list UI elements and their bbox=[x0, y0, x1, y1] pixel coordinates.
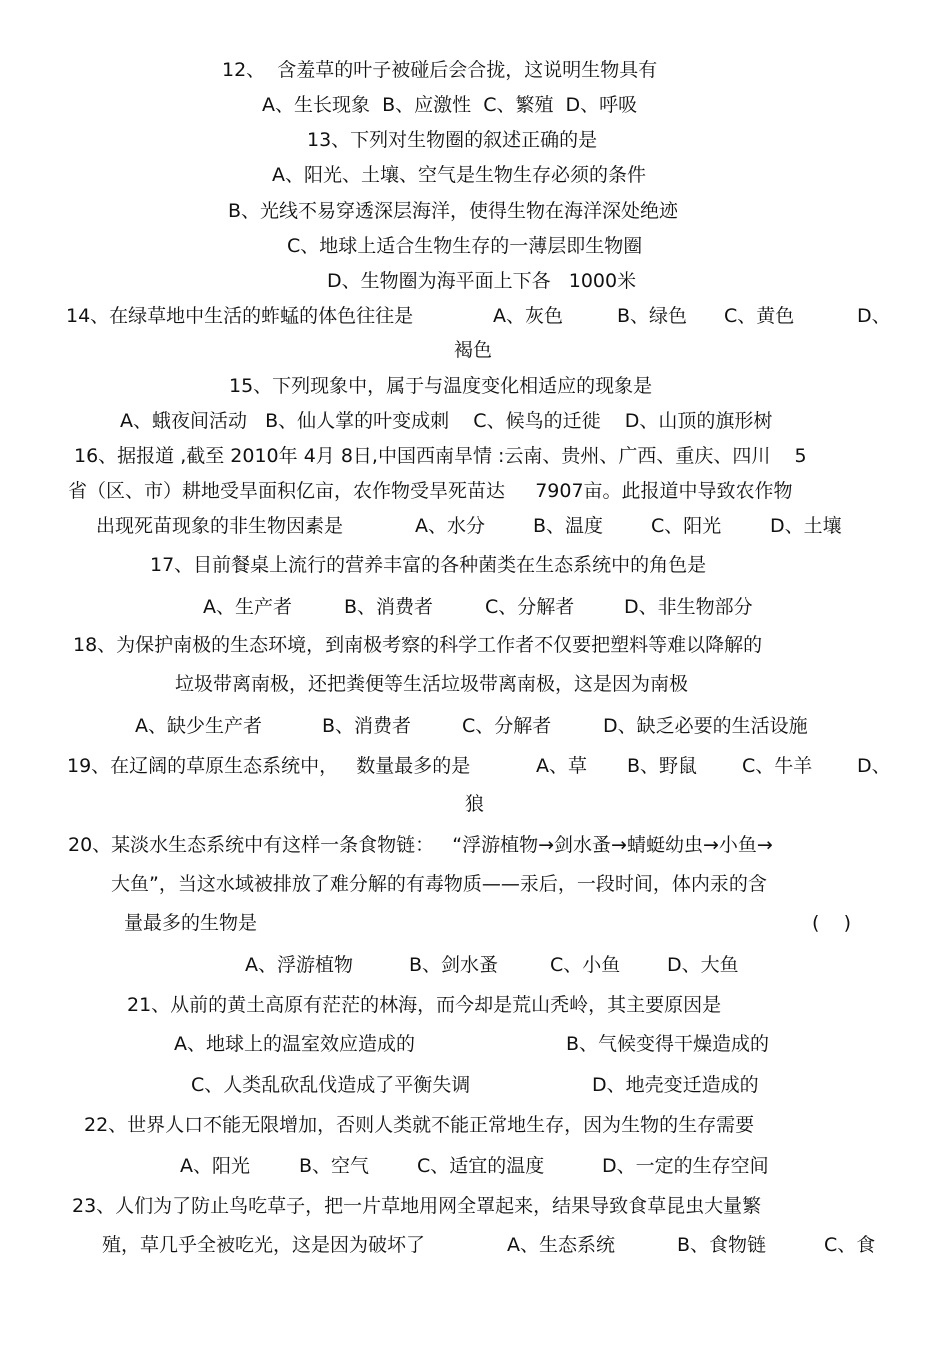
q22-option-d: D、一定的生存空间 bbox=[602, 1155, 769, 1177]
q20-line-1: 20、某淡水生态系统中有这样一条食物链： “浮游植物→剑水蚤→蜻蜓幼虫→小鱼→ bbox=[68, 834, 773, 856]
q18-line-1: 18、为保护南极的生态环境，到南极考察的科学工作者不仅要把塑料等难以降解的 bbox=[73, 634, 763, 656]
q19-option-d: D、 bbox=[857, 755, 891, 777]
q21-stem: 21、从前的黄土高原有茫茫的林海，而今却是荒山秃岭，其主要原因是 bbox=[127, 994, 722, 1016]
q23-option-b: B、食物链 bbox=[677, 1234, 767, 1256]
q15-options: A、蛾夜间活动 B、仙人掌的叶变成刺 C、候鸟的迁徙 D、山顶的旗形树 bbox=[120, 410, 773, 432]
q20-answer-blank: ( ) bbox=[812, 912, 851, 934]
q19-option-c: C、牛羊 bbox=[742, 755, 813, 777]
q19-stem: 19、在辽阔的草原生态系统中， 数量最多的是 bbox=[67, 755, 471, 777]
q23-option-c: C、食 bbox=[824, 1234, 876, 1256]
q12-stem: 12、 含羞草的叶子被碰后会合拢，这说明生物具有 bbox=[222, 59, 658, 81]
q14-stem: 14、在绿草地中生活的蚱蜢的体色往往是 bbox=[66, 305, 414, 327]
q18-line-2: 垃圾带离南极，还把粪便等生活垃圾带离南极，这是因为南极 bbox=[175, 673, 689, 695]
q17-option-b: B、消费者 bbox=[344, 596, 434, 618]
q23-line-2: 殖，草几乎全被吃光，这是因为破坏了 bbox=[102, 1234, 426, 1256]
q16-line-3: 出现死苗现象的非生物因素是 bbox=[96, 515, 344, 537]
q19-option-d-continued: 狼 bbox=[465, 793, 485, 815]
q18-option-d: D、缺乏必要的生活设施 bbox=[603, 715, 808, 737]
q21-option-a: A、地球上的温室效应造成的 bbox=[174, 1033, 415, 1055]
q20-line-3: 量最多的生物是 bbox=[124, 912, 258, 934]
q14-option-d: D、 bbox=[857, 305, 891, 327]
q14-option-c: C、黄色 bbox=[724, 305, 795, 327]
q14-option-b: B、绿色 bbox=[617, 305, 688, 327]
q18-option-a: A、缺少生产者 bbox=[135, 715, 262, 737]
q21-option-d: D、地壳变迁造成的 bbox=[592, 1074, 759, 1096]
q22-option-c: C、适宜的温度 bbox=[417, 1155, 545, 1177]
q17-option-a: A、生产者 bbox=[203, 596, 292, 618]
q13-option-b: B、光线不易穿透深层海洋，使得生物在海洋深处绝迹 bbox=[228, 200, 679, 222]
q13-stem: 13、下列对生物圈的叙述正确的是 bbox=[307, 129, 598, 151]
q20-option-c: C、小鱼 bbox=[550, 954, 621, 976]
q16-option-a: A、水分 bbox=[415, 515, 485, 537]
q16-line-1: 16、据报道 ,截至 2010年 4月 8日,中国西南旱情 :云南、贵州、广西、重庆、四川 5 bbox=[74, 445, 807, 467]
q22-stem: 22、世界人口不能无限增加，否则人类就不能正常地生存，因为生物的生存需要 bbox=[84, 1114, 755, 1136]
q20-option-b: B、剑水蚤 bbox=[409, 954, 499, 976]
q20-option-d: D、大鱼 bbox=[667, 954, 739, 976]
q22-option-a: A、阳光 bbox=[180, 1155, 250, 1177]
q12-options: A、生长现象 B、应激性 C、繁殖 D、呼吸 bbox=[262, 94, 638, 116]
q21-option-c: C、人类乱砍乱伐造成了平衡失调 bbox=[191, 1074, 471, 1096]
q22-option-b: B、空气 bbox=[299, 1155, 370, 1177]
q20-option-a: A、浮游植物 bbox=[245, 954, 353, 976]
q17-stem: 17、目前餐桌上流行的营养丰富的各种菌类在生态系统中的角色是 bbox=[150, 554, 707, 576]
q17-option-c: C、分解者 bbox=[485, 596, 575, 618]
q18-option-b: B、消费者 bbox=[322, 715, 412, 737]
q15-stem: 15、下列现象中，属于与温度变化相适应的现象是 bbox=[229, 375, 653, 397]
q19-option-a: A、草 bbox=[536, 755, 587, 777]
q16-line-2: 省（区、市）耕地受旱面积亿亩，农作物受旱死苗达 7907亩。此报道中导致农作物 bbox=[68, 480, 793, 502]
q16-option-b: B、温度 bbox=[533, 515, 604, 537]
q20-line-2: 大鱼”，当这水域被排放了难分解的有毒物质——汞后，一段时间，体内汞的含 bbox=[111, 873, 767, 895]
q17-option-d: D、非生物部分 bbox=[624, 596, 753, 618]
q14-option-a: A、灰色 bbox=[493, 305, 563, 327]
q13-option-a: A、阳光、土壤、空气是生物生存必须的条件 bbox=[272, 164, 646, 186]
q18-option-c: C、分解者 bbox=[462, 715, 552, 737]
q23-option-a: A、生态系统 bbox=[507, 1234, 615, 1256]
q13-option-c: C、地球上适合生物生存的一薄层即生物圈 bbox=[287, 235, 643, 257]
q21-option-b: B、气候变得干燥造成的 bbox=[566, 1033, 770, 1055]
q19-option-b: B、野鼠 bbox=[627, 755, 698, 777]
q16-option-d: D、土壤 bbox=[770, 515, 842, 537]
q13-option-d: D、生物圈为海平面上下各 1000米 bbox=[327, 270, 637, 292]
q14-option-d-continued: 褐色 bbox=[454, 339, 493, 361]
q23-line-1: 23、人们为了防止鸟吃草子，把一片草地用网全罩起来，结果导致食草昆虫大量繁 bbox=[72, 1195, 762, 1217]
q16-option-c: C、阳光 bbox=[651, 515, 722, 537]
